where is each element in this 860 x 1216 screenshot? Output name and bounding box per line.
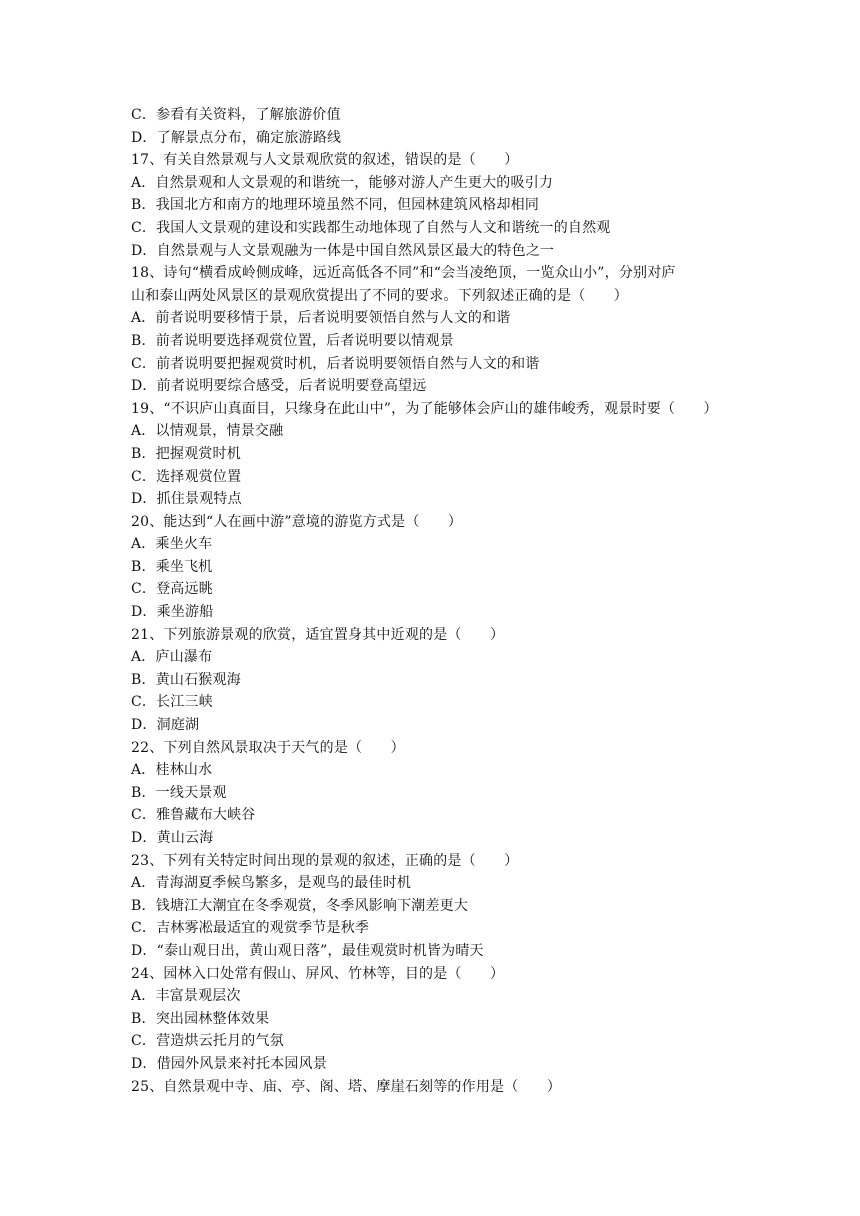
question-text-block	[131, 104, 731, 1098]
option-21-d: D．洞庭湖	[131, 717, 200, 734]
question-25-stem: 25、自然景观中寺、庙、亭、阁、塔、摩崖石刻等的作用是（ ）	[131, 1078, 562, 1095]
option-19-b: B．把握观赏时机	[131, 445, 241, 462]
option-21-b: B．黄山石猴观海	[131, 671, 241, 688]
option-22-c: C．雅鲁藏布大峡谷	[131, 807, 256, 824]
option-19-c: C．选择观赏位置	[131, 468, 242, 485]
option-21-c: C．长江三峡	[131, 694, 213, 711]
option-18-a: A．前者说明要移情于景，后者说明要领悟自然与人文的和谐	[131, 310, 511, 327]
option-19-a: A．以情观景，情景交融	[131, 423, 284, 440]
question-17-stem: 17、有关自然景观与人文景观欣赏的叙述，错误的是（ ）	[131, 152, 519, 169]
option-23-d: D．“泰山观日出，黄山观日落”，最佳观赏时机皆为晴天	[131, 942, 484, 959]
option-17-b: B．我国北方和南方的地理环境虽然不同，但园林建筑风格却相同	[131, 197, 540, 214]
option-20-d: D．乘坐游船	[131, 604, 214, 621]
option-17-c: C．我国人文景观的建设和实践都生动地体现了自然与人文和谐统一的自然观	[131, 219, 611, 236]
option-24-a: A．丰富景观层次	[131, 988, 241, 1005]
option-22-b: B．一线天景观	[131, 784, 227, 801]
option-23-a: A．青海湖夏季候鸟繁多，是观鸟的最佳时机	[131, 875, 412, 892]
question-21-stem: 21、下列旅游景观的欣赏，适宜置身其中近观的是（ ）	[131, 626, 505, 643]
question-18-stem-line-2: 山和泰山两处风景区的景观欣赏提出了不同的要求。下列叙述正确的是（ ）	[131, 287, 628, 304]
option-17-d: D．自然景观与人文景观融为一体是中国自然风景区最大的特色之一	[131, 242, 555, 259]
question-23-stem: 23、下列有关特定时间出现的景观的叙述，正确的是（ ）	[131, 852, 519, 869]
option-16-d: D．了解景点分布，确定旅游路线	[131, 129, 342, 146]
option-22-d: D．黄山云海	[131, 830, 214, 846]
option-20-b: B．乘坐飞机	[131, 558, 213, 575]
option-23-c: C．吉林雾凇最适宜的观赏季节是秋季	[131, 920, 370, 937]
option-24-b: B．突出园林整体效果	[131, 1010, 270, 1027]
option-23-b: B．钱塘江大潮宜在冬季观赏，冬季风影响下潮差更大	[131, 897, 469, 914]
question-24-stem: 24、园林入口处常有假山、屏风、竹林等，目的是（ ）	[131, 965, 505, 982]
option-20-c: C．登高远眺	[131, 581, 213, 598]
option-16-c: C．参看有关资料，了解旅游价值	[131, 107, 341, 123]
option-18-b: B．前者说明要选择观赏位置，后者说明要以情观景	[131, 332, 454, 349]
option-17-a: A．自然景观和人文景观的和谐统一，能够对游人产生更大的吸引力	[131, 174, 554, 191]
option-18-d: D．前者说明要综合感受，后者说明要登高望远	[131, 378, 427, 395]
option-18-c: C．前者说明要把握观赏时机，后者说明要领悟自然与人文的和谐	[131, 355, 540, 372]
question-20-stem: 20、能达到“人在画中游”意境的游览方式是（ ）	[131, 513, 463, 530]
question-19-stem: 19、“不识庐山真面目，只缘身在此山中”，为了能够体会庐山的雄伟峻秀，观景时要（ ）	[131, 400, 718, 417]
question-22-stem: 22、下列自然风景取决于天气的是（ ）	[131, 739, 405, 756]
option-21-a: A．庐山瀑布	[131, 649, 213, 666]
question-18-stem-line-1: 18、诗句“横看成岭侧成峰，远近高低各不同”和“会当凌绝顶，一览众山小”，分别对庐	[131, 265, 676, 282]
option-19-d: D．抓住景观特点	[131, 491, 242, 508]
option-22-a: A．桂林山水	[131, 762, 213, 779]
option-24-c: C．营造烘云托月的气氛	[131, 1033, 284, 1050]
option-20-a: A．乘坐火车	[131, 536, 213, 553]
option-24-d: D．借园外风景来衬托本园风景	[131, 1055, 328, 1072]
